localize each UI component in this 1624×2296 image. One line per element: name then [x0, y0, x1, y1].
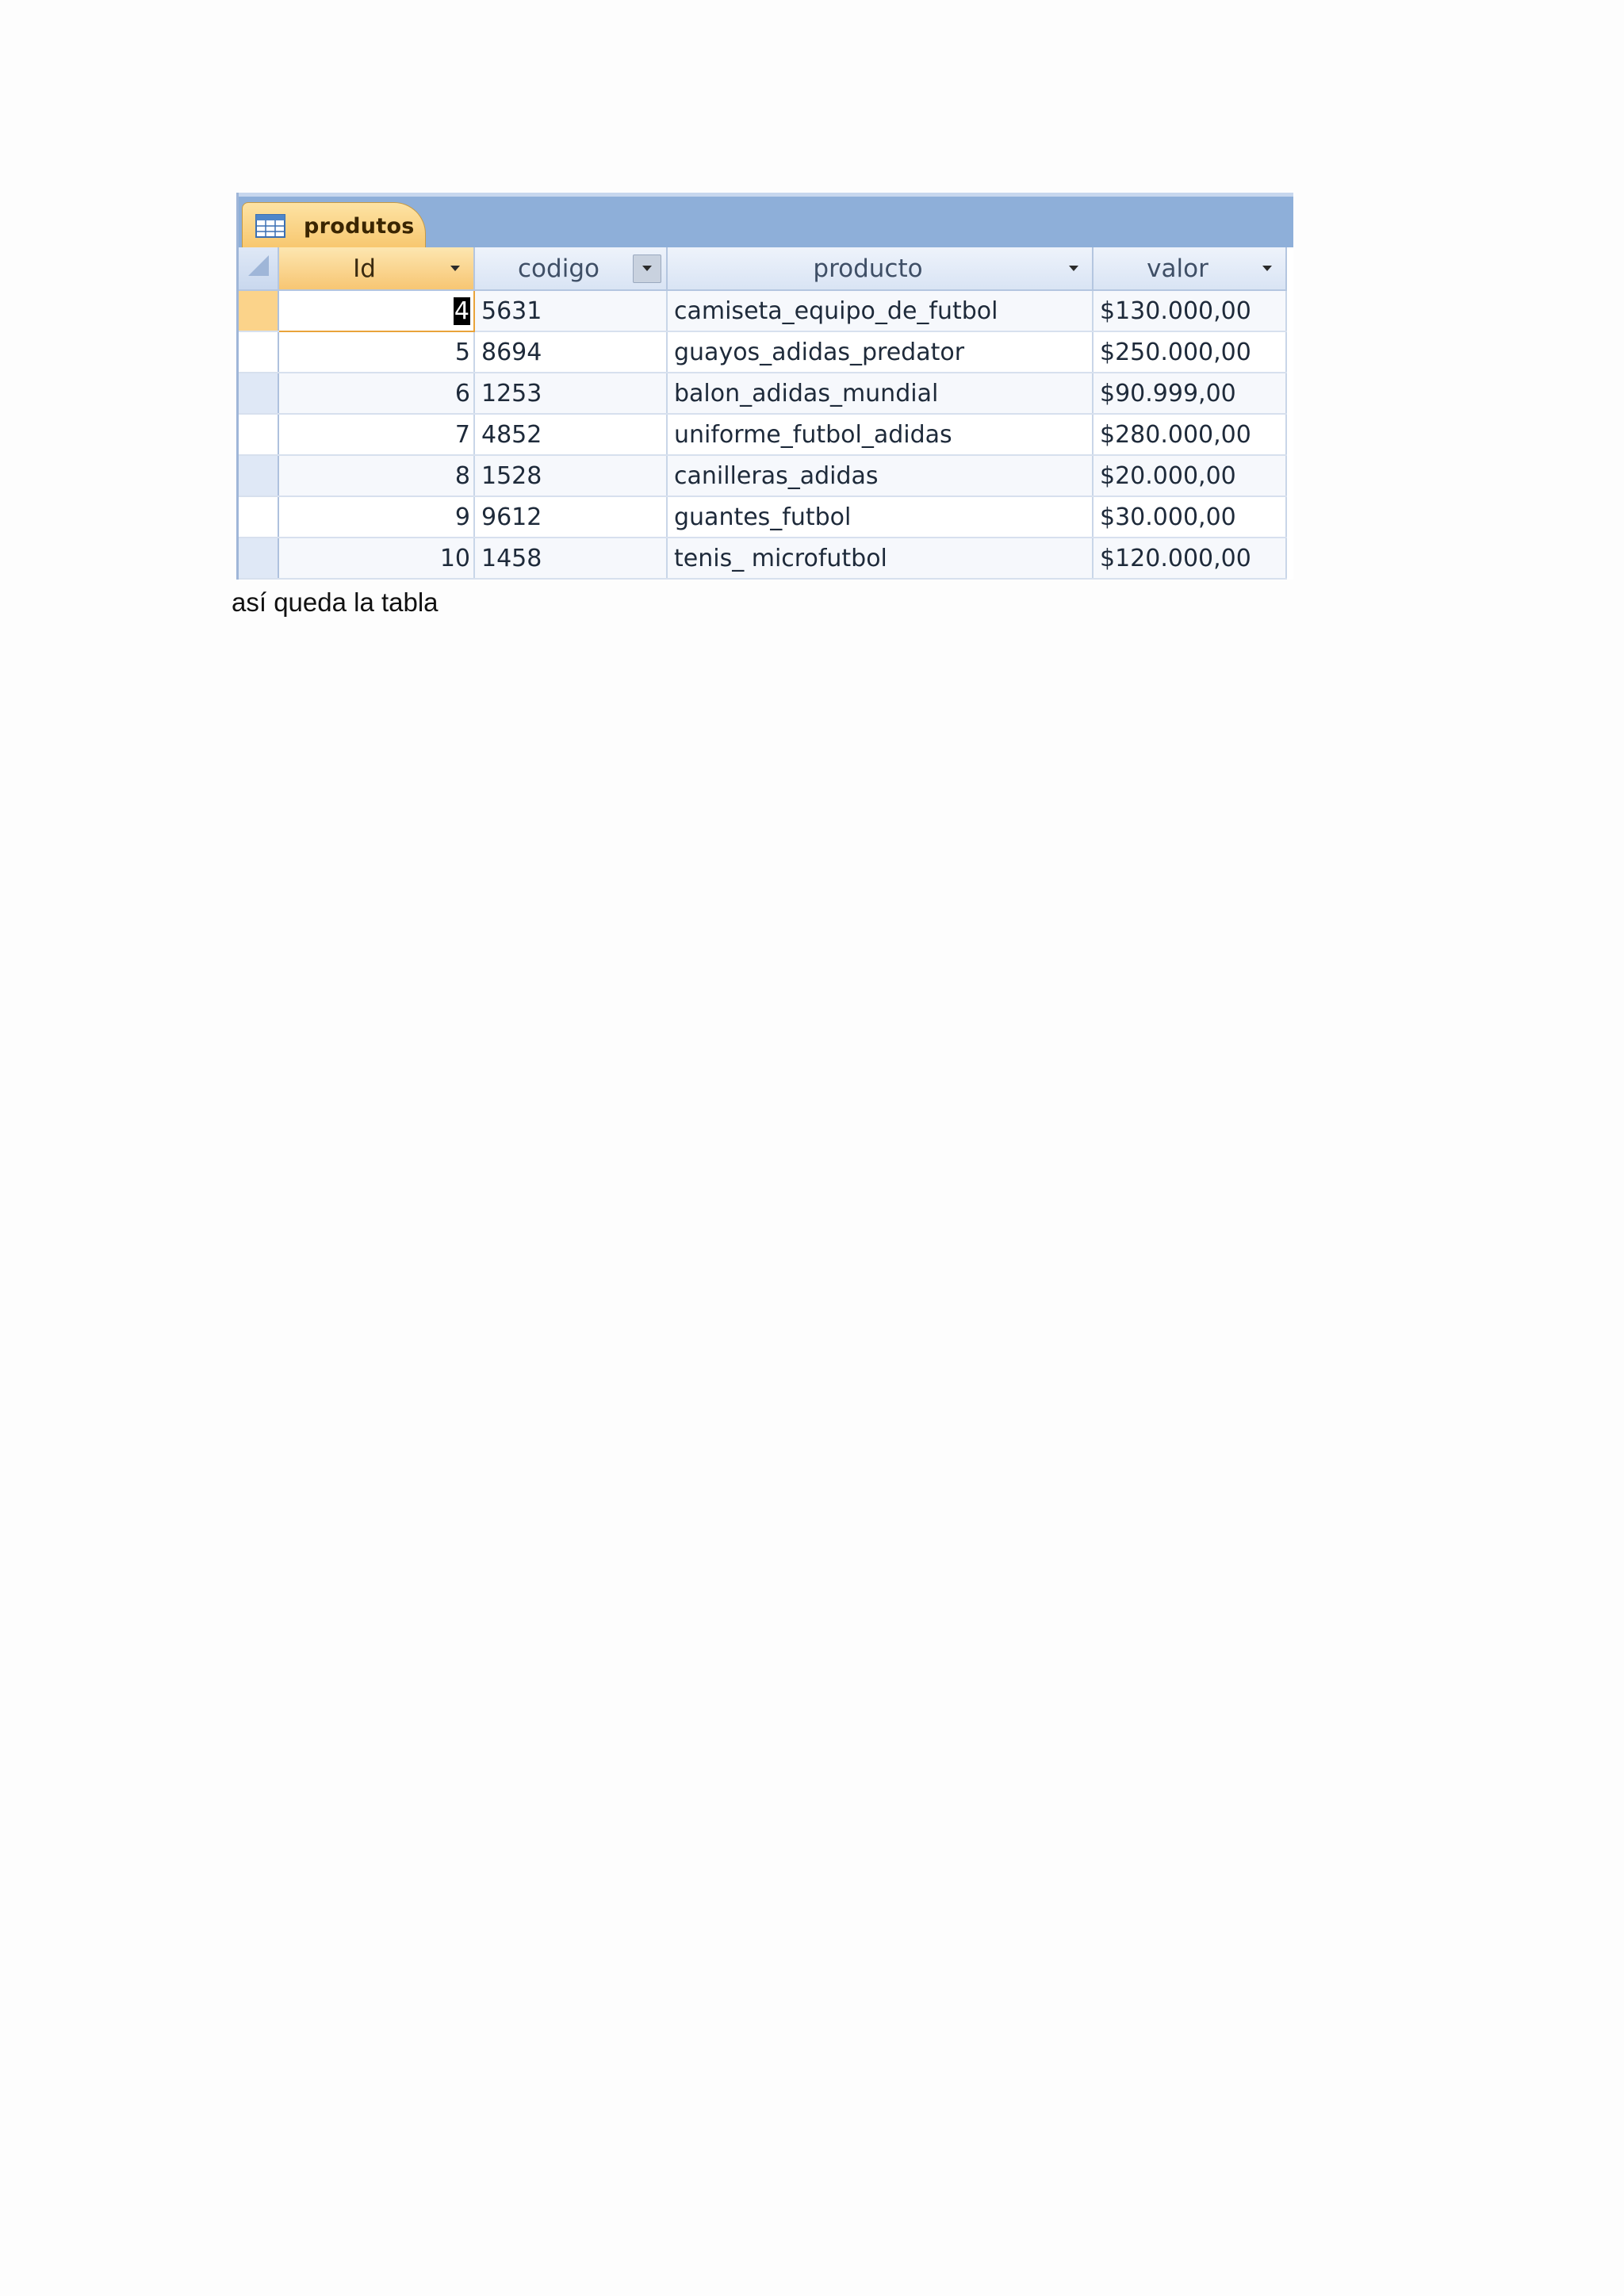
row-selector[interactable]: [239, 290, 278, 331]
row-filler: [1286, 538, 1293, 579]
column-header-label: valor: [1147, 254, 1208, 283]
datasheet-grid: [239, 247, 1293, 580]
row-filler: [1286, 414, 1293, 455]
column-header-label: codigo: [518, 254, 599, 283]
cell-codigo[interactable]: 5631: [474, 290, 667, 331]
cell-producto[interactable]: camiseta_equipo_de_futbol: [667, 290, 1093, 331]
header-filler: [1286, 247, 1293, 290]
table-row[interactable]: [239, 373, 1293, 414]
row-selector[interactable]: [239, 414, 278, 455]
select-all-corner-icon: [245, 252, 272, 279]
cell-producto[interactable]: guantes_futbol: [667, 496, 1093, 538]
column-header-valor[interactable]: [1093, 247, 1286, 290]
row-filler: [1286, 331, 1293, 373]
cell-codigo[interactable]: 8694: [474, 331, 667, 373]
cell-codigo[interactable]: 1458: [474, 538, 667, 579]
cell-valor[interactable]: $90.999,00: [1093, 373, 1286, 414]
table-row[interactable]: [239, 455, 1293, 496]
chevron-down-icon[interactable]: [1063, 258, 1084, 279]
row-filler: [1286, 455, 1293, 496]
row-filler: [1286, 373, 1293, 414]
cell-valor[interactable]: $280.000,00: [1093, 414, 1286, 455]
cell-codigo[interactable]: 1253: [474, 373, 667, 414]
table-row[interactable]: [239, 414, 1293, 455]
select-all-button[interactable]: [239, 247, 278, 290]
chevron-down-icon[interactable]: [1257, 258, 1277, 279]
cell-producto[interactable]: balon_adidas_mundial: [667, 373, 1093, 414]
table-row[interactable]: [239, 331, 1293, 373]
column-header-label: Id: [353, 254, 376, 283]
text-cursor-selection: 4: [454, 297, 469, 325]
column-header-codigo[interactable]: [474, 247, 667, 290]
table-icon: [255, 214, 285, 238]
cell-codigo[interactable]: 1528: [474, 455, 667, 496]
cell-id[interactable]: 9: [278, 496, 474, 538]
cell-producto[interactable]: guayos_adidas_predator: [667, 331, 1093, 373]
document-tab-bar: [239, 193, 1293, 247]
row-selector[interactable]: [239, 496, 278, 538]
cell-valor[interactable]: $30.000,00: [1093, 496, 1286, 538]
row-selector[interactable]: [239, 373, 278, 414]
cell-valor[interactable]: $130.000,00: [1093, 290, 1286, 331]
cell-valor[interactable]: $20.000,00: [1093, 455, 1286, 496]
cell-codigo[interactable]: 9612: [474, 496, 667, 538]
cell-id[interactable]: 6: [278, 373, 474, 414]
cell-producto[interactable]: canilleras_adidas: [667, 455, 1093, 496]
caption-text: así queda la tabla: [232, 587, 439, 617]
row-selector[interactable]: [239, 538, 278, 579]
table-row[interactable]: [239, 290, 1293, 331]
cell-producto[interactable]: uniforme_futbol_adidas: [667, 414, 1093, 455]
row-filler: [1286, 290, 1293, 331]
column-header-id[interactable]: [278, 247, 474, 290]
cell-id[interactable]: 8: [278, 455, 474, 496]
column-header-producto[interactable]: [667, 247, 1093, 290]
cell-producto[interactable]: tenis_ microfutbol: [667, 538, 1093, 579]
row-filler: [1286, 496, 1293, 538]
tab-produtos[interactable]: [242, 202, 426, 251]
tab-label: produtos: [304, 214, 415, 239]
table-row[interactable]: [239, 538, 1293, 579]
column-header-label: producto: [813, 254, 923, 283]
row-selector[interactable]: [239, 331, 278, 373]
cell-valor[interactable]: $120.000,00: [1093, 538, 1286, 579]
cell-id[interactable]: 7: [278, 414, 474, 455]
table-row[interactable]: [239, 496, 1293, 538]
row-selector[interactable]: [239, 455, 278, 496]
cell-id[interactable]: 10: [278, 538, 474, 579]
cell-valor[interactable]: $250.000,00: [1093, 331, 1286, 373]
chevron-down-icon[interactable]: [445, 258, 465, 279]
header-row: [239, 247, 1293, 290]
cell-codigo[interactable]: 4852: [474, 414, 667, 455]
datasheet-window: [236, 193, 1293, 580]
cell-id[interactable]: 5: [278, 331, 474, 373]
chevron-down-icon[interactable]: [633, 254, 661, 283]
cell-id[interactable]: [278, 290, 474, 331]
